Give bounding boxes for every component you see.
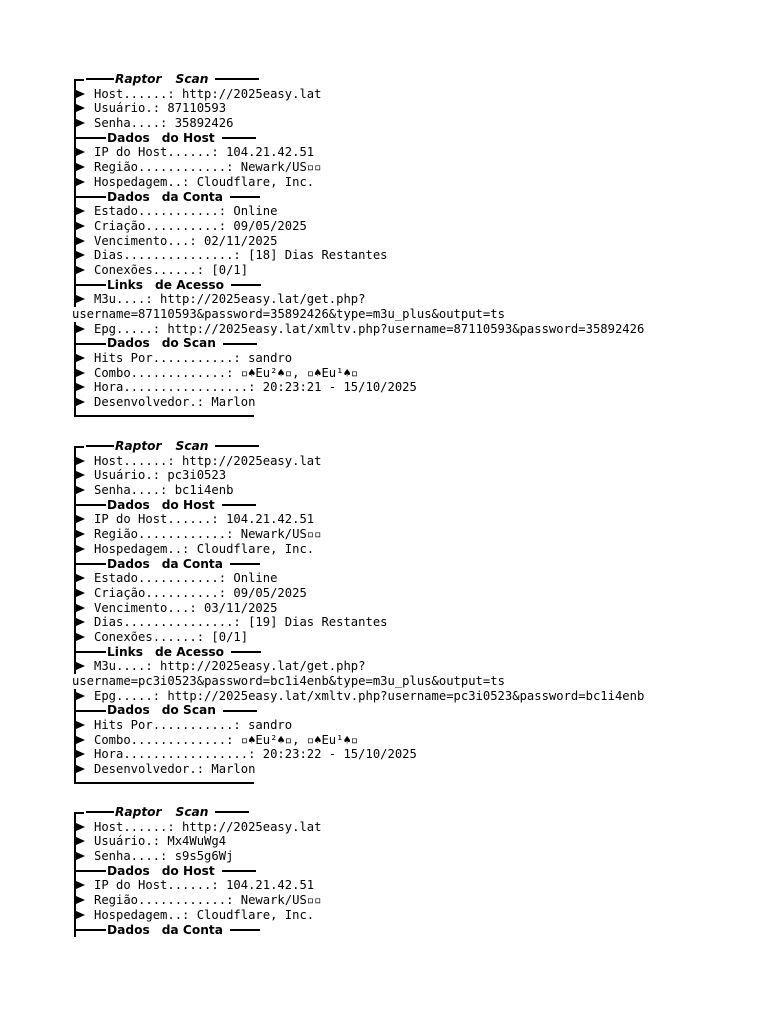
arrow-right-icon xyxy=(76,896,85,904)
arrow-right-icon xyxy=(76,618,85,626)
m3u-link[interactable]: M3u....: http://2025easy.lat/get.php? xyxy=(94,659,366,674)
criacao-line: Criação..........: 09/05/2025 xyxy=(72,219,712,234)
record-header xyxy=(72,72,712,87)
epg-line xyxy=(72,689,712,704)
header-title-part2: Scan xyxy=(175,72,209,86)
record-header xyxy=(72,805,712,820)
arrow-right-icon xyxy=(76,325,85,333)
section-links-acesso: Links de Acesso xyxy=(72,645,712,660)
arrow-right-icon xyxy=(76,852,85,860)
arrow-right-icon xyxy=(76,662,85,670)
header-title-part1: Raptor xyxy=(115,72,162,86)
regiao-line: Região............: Newark/US▫▫ xyxy=(72,527,712,542)
arrow-right-icon xyxy=(76,721,85,729)
usuario-line: Usuário.: pc3i0523 xyxy=(72,468,712,483)
m3u-link-continued[interactable]: username=pc3i0523&password=bc1i4enb&type=m3u_plus&output=ts xyxy=(72,674,505,688)
section-dados-conta: Dados da Conta xyxy=(72,190,712,205)
section-dados-host: Dados do Host xyxy=(72,131,712,146)
arrow-right-icon xyxy=(76,237,85,245)
section-dados-scan: Dados do Scan xyxy=(72,336,712,351)
arrow-right-icon xyxy=(76,604,85,612)
epg-line xyxy=(72,322,712,337)
regiao-line: Região............: Newark/US▫▫ xyxy=(72,160,712,175)
m3u-link-continued[interactable]: username=87110593&password=35892426&type=m3u_plus&output=ts xyxy=(72,307,505,321)
arrow-right-icon xyxy=(76,354,85,362)
section-dados-host: Dados do Host xyxy=(72,498,712,513)
section-dados-host: Dados do Host xyxy=(72,864,712,879)
arrow-right-icon xyxy=(76,148,85,156)
host-line: Host......: http://2025easy.lat xyxy=(72,87,712,102)
arrow-right-icon xyxy=(76,545,85,553)
record-footer xyxy=(72,777,712,787)
vencimento-line: Vencimento...: 02/11/2025 xyxy=(72,234,712,249)
host-line: Host......: http://2025easy.lat xyxy=(72,820,712,835)
scan-record-3 xyxy=(72,805,712,937)
header-title-part2: Scan xyxy=(175,805,209,819)
arrow-right-icon xyxy=(76,736,85,744)
arrow-right-icon xyxy=(76,765,85,773)
arrow-right-icon xyxy=(76,750,85,758)
estado-line: Estado...........: Online xyxy=(72,204,712,219)
dev-line: Desenvolvedor.: Marlon xyxy=(72,762,712,777)
header-title-part1: Raptor xyxy=(115,439,162,453)
estado-line: Estado...........: Online xyxy=(72,571,712,586)
record-footer xyxy=(72,410,712,420)
senha-line: Senha....: s9s5g6Wj xyxy=(72,849,712,864)
usuario-line: Usuário.: 87110593 xyxy=(72,101,712,116)
senha-line: Senha....: 35892426 xyxy=(72,116,712,131)
arrow-right-icon xyxy=(76,633,85,641)
arrow-right-icon xyxy=(76,692,85,700)
record-header xyxy=(72,439,712,454)
criacao-line: Criação..........: 09/05/2025 xyxy=(72,586,712,601)
m3u-line xyxy=(72,292,712,307)
arrow-right-icon xyxy=(76,251,85,259)
arrow-right-icon xyxy=(76,530,85,538)
hora-line: Hora.................: 20:23:22 - 15/10/2025 xyxy=(72,747,712,762)
dias-line: Dias...............: [19] Dias Restantes xyxy=(72,615,712,630)
usuario-line: Usuário.: Mx4WuWg4 xyxy=(72,834,712,849)
epg-link[interactable]: Epg.....: http://2025easy.lat/xmltv.php?username=pc3i0523&password=bc1i4enb xyxy=(94,688,645,703)
header-title-part2: Scan xyxy=(175,439,209,453)
arrow-right-icon xyxy=(76,163,85,171)
arrow-right-icon xyxy=(76,837,85,845)
hospedagem-line: Hospedagem..: Cloudflare, Inc. xyxy=(72,908,712,923)
m3u-line xyxy=(72,659,712,674)
arrow-right-icon xyxy=(76,486,85,494)
arrow-right-icon xyxy=(76,515,85,523)
arrow-right-icon xyxy=(76,295,85,303)
header-title-part1: Raptor xyxy=(115,805,162,819)
arrow-right-icon xyxy=(76,881,85,889)
scan-record-2 xyxy=(72,439,712,787)
arrow-right-icon xyxy=(76,119,85,127)
m3u-line-wrap xyxy=(72,307,712,322)
epg-link[interactable]: Epg.....: http://2025easy.lat/xmltv.php?username=87110593&password=35892426 xyxy=(94,321,645,336)
vencimento-line: Vencimento...: 03/11/2025 xyxy=(72,601,712,616)
arrow-right-icon xyxy=(76,457,85,465)
section-dados-conta: Dados da Conta xyxy=(72,923,712,938)
arrow-right-icon xyxy=(76,90,85,98)
arrow-right-icon xyxy=(76,823,85,831)
host-line: Host......: http://2025easy.lat xyxy=(72,454,712,469)
arrow-right-icon xyxy=(76,178,85,186)
dev-line: Desenvolvedor.: Marlon xyxy=(72,395,712,410)
combo-line: Combo.............: ▫♠Eu²♠▫, ▫♠Eu¹♠▫ xyxy=(72,366,712,381)
m3u-link[interactable]: M3u....: http://2025easy.lat/get.php? xyxy=(94,292,366,307)
arrow-right-icon xyxy=(76,574,85,582)
combo-line: Combo.............: ▫♠Eu²♠▫, ▫♠Eu¹♠▫ xyxy=(72,733,712,748)
arrow-right-icon xyxy=(76,911,85,919)
arrow-right-icon xyxy=(76,369,85,377)
ip-line: IP do Host......: 104.21.42.51 xyxy=(72,512,712,527)
arrow-right-icon xyxy=(76,266,85,274)
regiao-line: Região............: Newark/US▫▫ xyxy=(72,893,712,908)
conexoes-line: Conexões......: [0/1] xyxy=(72,630,712,645)
conexoes-line: Conexões......: [0/1] xyxy=(72,263,712,278)
hora-line: Hora.................: 20:23:21 - 15/10/2025 xyxy=(72,380,712,395)
senha-line: Senha....: bc1i4enb xyxy=(72,483,712,498)
arrow-right-icon xyxy=(76,207,85,215)
section-links-acesso: Links de Acesso xyxy=(72,278,712,293)
ip-line: IP do Host......: 104.21.42.51 xyxy=(72,878,712,893)
m3u-line-wrap xyxy=(72,674,712,689)
section-dados-scan: Dados do Scan xyxy=(72,703,712,718)
arrow-right-icon xyxy=(76,471,85,479)
hits-line: Hits Por...........: sandro xyxy=(72,718,712,733)
ip-line: IP do Host......: 104.21.42.51 xyxy=(72,145,712,160)
hits-line: Hits Por...........: sandro xyxy=(72,351,712,366)
arrow-right-icon xyxy=(76,104,85,112)
dias-line: Dias...............: [18] Dias Restantes xyxy=(72,248,712,263)
arrow-right-icon xyxy=(76,222,85,230)
scan-record-1 xyxy=(72,72,712,420)
arrow-right-icon xyxy=(76,383,85,391)
arrow-right-icon xyxy=(76,589,85,597)
arrow-right-icon xyxy=(76,398,85,406)
hospedagem-line: Hospedagem..: Cloudflare, Inc. xyxy=(72,542,712,557)
hospedagem-line: Hospedagem..: Cloudflare, Inc. xyxy=(72,175,712,190)
section-dados-conta: Dados da Conta xyxy=(72,557,712,572)
